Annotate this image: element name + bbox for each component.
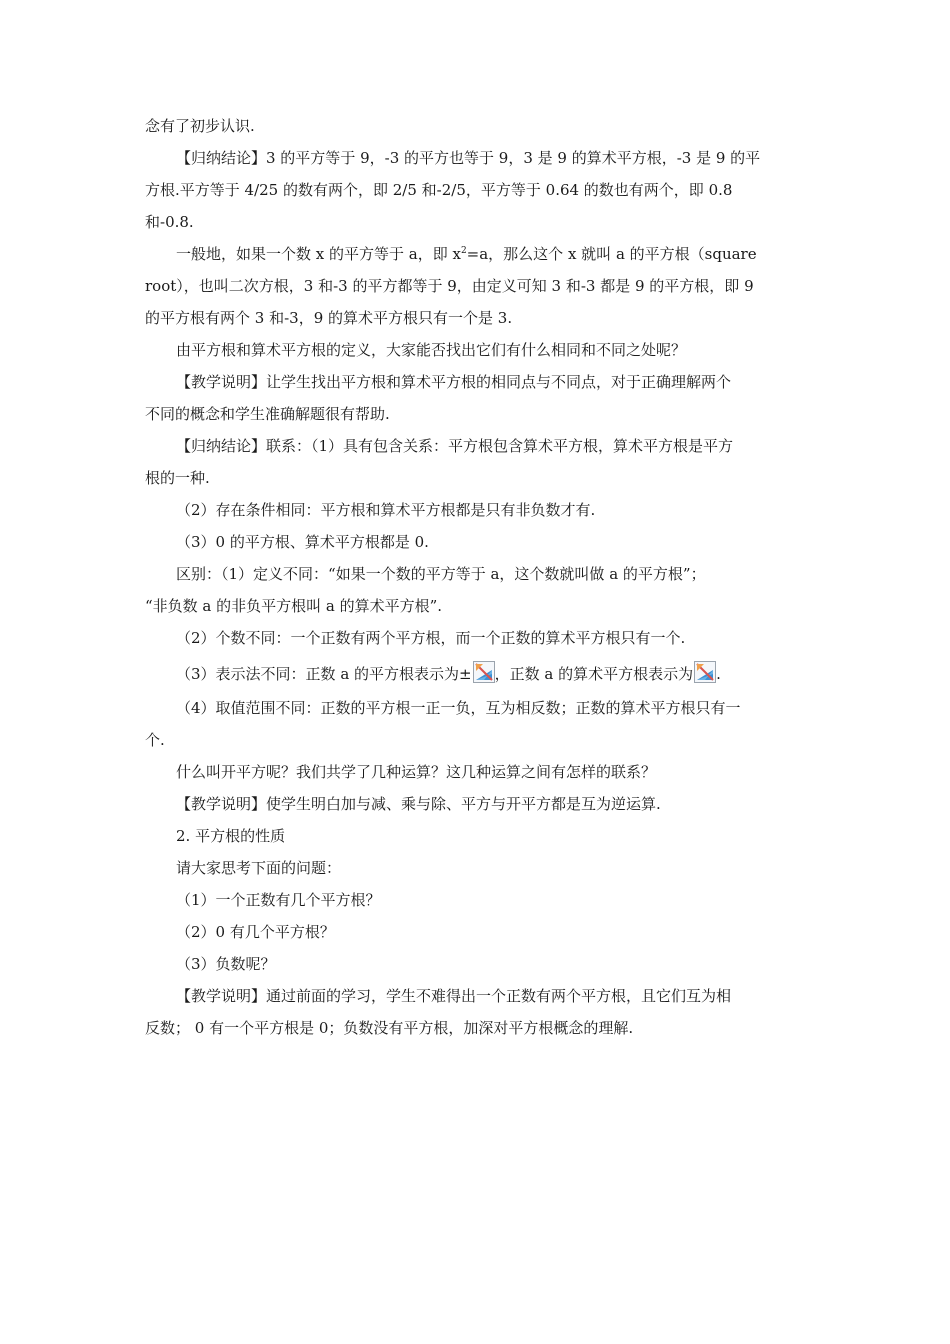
- text-line: “非负数 a 的非负平方根叫 a 的算术平方根”.: [145, 597, 443, 615]
- text-run: 一般地，如果一个数 x 的平方等于 a，即 x: [176, 245, 461, 263]
- text-line: （1）一个正数有几个平方根？: [176, 891, 381, 909]
- text-line: （2）存在条件相同：平方根和算术平方根都是只有非负数才有.: [176, 501, 596, 519]
- text-line: root），也叫二次方根，3 和-3 的平方都等于 9，由定义可知 3 和-3 都是 9 的平方根，即 9: [145, 277, 754, 295]
- text-run: ，正数 a 的算术平方根表示为: [494, 665, 694, 683]
- text-line: 什么叫开平方呢？我们共学了几种运算？这几种运算之间有怎样的联系？: [176, 763, 657, 781]
- text-line: 由平方根和算术平方根的定义，大家能否找出它们有什么相同和不同之处呢？: [176, 341, 687, 359]
- text-line: 【教学说明】通过前面的学习，学生不难得出一个正数有两个平方根，且它们互为相: [176, 987, 732, 1005]
- text-line: 不同的概念和学生准确解题很有帮助.: [145, 405, 390, 423]
- text-line: （2）0 有几个平方根？: [176, 923, 335, 941]
- section-heading: 2. 平方根的性质: [176, 827, 286, 845]
- text-line: 【归纳结论】联系：（1）具有包含关系：平方根包含算术平方根，算术平方根是平方: [176, 437, 734, 455]
- text-line: [176, 244, 757, 264]
- text-line: 根的一种.: [145, 469, 210, 487]
- text-line: （4）取值范围不同：正数的平方根一正一负，互为相反数；正数的算术平方根只有一: [176, 699, 741, 717]
- text-run: （3）表示法不同：正数 a 的平方根表示为±: [176, 665, 472, 683]
- text-run: =a，那么这个 x 就叫 a 的平方根（square: [466, 245, 757, 263]
- text-run: .: [716, 665, 721, 683]
- text-line: 念有了初步认识.: [145, 117, 255, 135]
- text-line: （3）0 的平方根、算术平方根都是 0.: [176, 533, 429, 551]
- text-line: （3）负数呢？: [176, 955, 276, 973]
- text-line: 方根.平方等于 4/25 的数有两个，即 2/5 和-2/5，平方等于 0.64 的数也有两个，即 0.8: [145, 181, 733, 199]
- broken-image-icon: [473, 661, 495, 683]
- text-line: 【教学说明】让学生找出平方根和算术平方根的相同点与不同点，对于正确理解两个: [176, 373, 732, 391]
- text-line: 请大家思考下面的问题：: [176, 859, 342, 877]
- text-line: 【教学说明】使学生明白加与减、乘与除、平方与开平方都是互为逆运算.: [176, 795, 661, 813]
- text-line: 反数； 0 有一个平方根是 0；负数没有平方根，加深对平方根概念的理解.: [145, 1019, 634, 1037]
- text-line: 【归纳结论】3 的平方等于 9，-3 的平方也等于 9，3 是 9 的算术平方根，-3 是 9 的平: [176, 149, 761, 167]
- text-line: （2）个数不同：一个正数有两个平方根，而一个正数的算术平方根只有一个.: [176, 629, 686, 647]
- superscript: 2: [460, 246, 467, 256]
- broken-image-icon: [694, 661, 716, 683]
- text-line: 和-0.8.: [145, 213, 194, 231]
- text-line: 的平方根有两个 3 和-3，9 的算术平方根只有一个是 3.: [145, 309, 513, 327]
- text-line: [176, 661, 721, 681]
- text-line: 区别：（1）定义不同：“如果一个数的平方等于 a，这个数就叫做 a 的平方根”；: [176, 565, 706, 583]
- text-line: 个.: [145, 731, 165, 749]
